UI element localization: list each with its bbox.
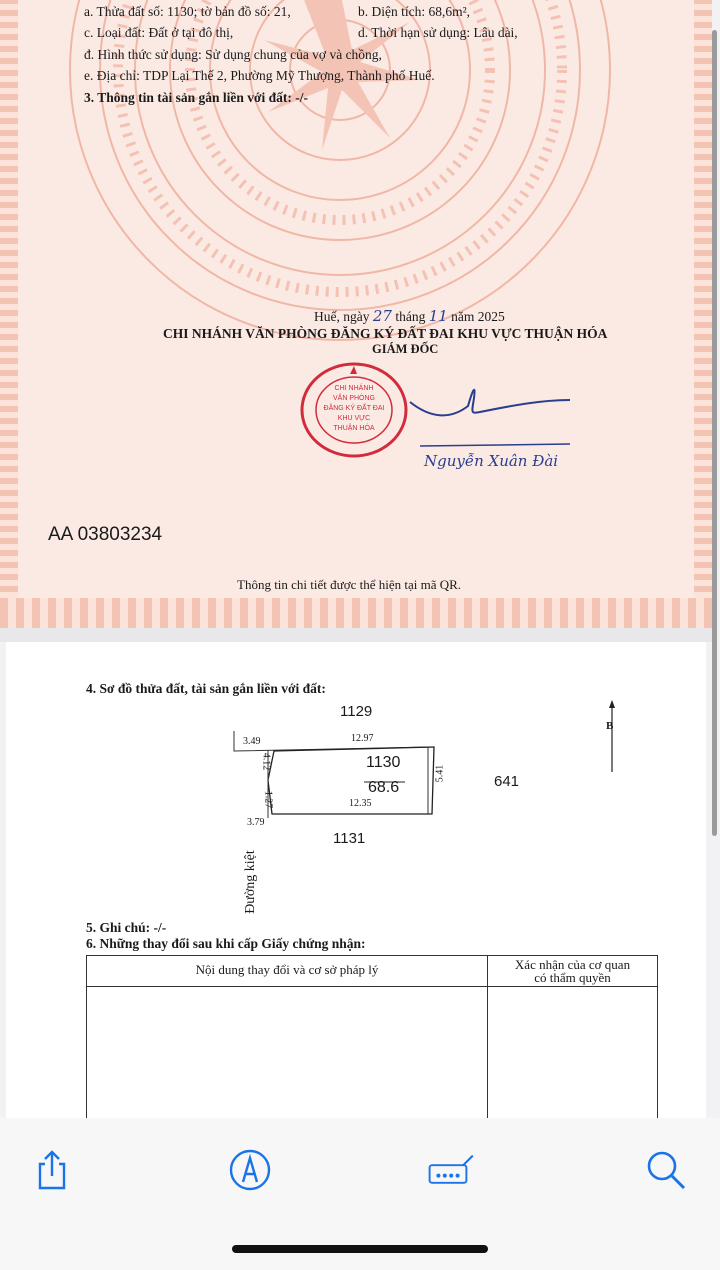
svg-text:KHU VỰC: KHU VỰC — [337, 415, 371, 422]
area-line: b. Diện tích: 68,6m², — [358, 4, 471, 19]
markup-button[interactable] — [226, 1146, 274, 1194]
scrollbar[interactable] — [712, 30, 717, 836]
search-button[interactable] — [642, 1146, 690, 1194]
duration-line: d. Thời hạn sử dụng: Lâu dài, — [358, 25, 518, 40]
certificate-page-2 — [6, 642, 706, 1118]
parcel-area: 68.6 — [368, 779, 400, 796]
search-icon — [644, 1148, 688, 1192]
home-indicator[interactable] — [232, 1245, 488, 1253]
dim-bottom: 12.35 — [349, 798, 372, 809]
dim-left-lower: 1.27 — [262, 790, 274, 809]
signer-name: Nguyễn Xuân Đài — [424, 452, 559, 470]
dim-right: 5.41 — [434, 764, 446, 783]
section-4-heading: 4. Sơ đồ thửa đất, tài sản gắn liền với đất: — [86, 681, 326, 696]
issuing-office: CHI NHÁNH VĂN PHÒNG ĐĂNG KÝ ĐẤT ĐAI KHU VỰC THUẬN HÓA — [163, 326, 608, 341]
section-5-notes: 5. Ghi chú: -/- — [86, 920, 167, 935]
east-parcel-label: 641 — [494, 773, 520, 790]
dim-bottom-left: 3.79 — [247, 817, 265, 828]
confirm-header-line1: Xác nhận của cơ quan — [514, 957, 631, 972]
svg-text:THUẬN HÓA: THUẬN HÓA — [333, 425, 375, 432]
certificate-page-1 — [0, 0, 712, 628]
changes-table — [86, 955, 658, 1118]
director-title: GIÁM ĐỐC — [372, 342, 439, 356]
section-6-heading: 6. Những thay đổi sau khi cấp Giấy chứng nhận: — [86, 936, 366, 951]
dim-top-left: 3.49 — [243, 736, 261, 747]
signature — [380, 372, 580, 452]
north-parcel-label: 1129 — [340, 703, 373, 720]
more-tools-button[interactable] — [428, 1146, 476, 1194]
dim-top: 12.97 — [351, 733, 374, 744]
north-arrow-label: B — [606, 720, 614, 732]
parcel-number-line: a. Thửa đất số: 1130; tờ bản đồ số: 21, — [84, 4, 291, 19]
table-header-content: Nội dung thay đổi và cơ sở pháp lý — [87, 956, 488, 987]
table-header-row — [87, 956, 658, 987]
land-type-line: c. Loại đất: Đất ở tại đô thị, — [84, 25, 234, 40]
dim-left-upper: 4.12 — [260, 752, 272, 771]
page-divider — [0, 628, 712, 642]
parcel-sketch — [6, 642, 706, 942]
confirm-header-line2: có thẩm quyền — [534, 970, 611, 985]
more-icon — [428, 1148, 476, 1192]
parcel-number: 1130 — [366, 754, 401, 771]
certificate-serial: AA 03803234 — [48, 524, 163, 545]
south-parcel-label: 1131 — [333, 830, 366, 847]
section-3-heading: 3. Thông tin tài sản gắn liền với đất: -/- — [84, 90, 309, 105]
address-line: e. Địa chỉ: TDP Lại Thế 2, Phường Mỹ Thượng, Thành phố Huế. — [84, 68, 435, 83]
table-header-confirmation — [488, 956, 658, 987]
share-button[interactable] — [28, 1146, 76, 1194]
road-label: Đường kiệt — [242, 850, 258, 914]
svg-text:CHI NHÁNH: CHI NHÁNH — [334, 385, 374, 392]
issue-date: Huế, ngày 27 tháng 11 năm 2025 — [314, 307, 505, 325]
table-row — [87, 987, 658, 1119]
table-cell-confirmation — [488, 987, 658, 1119]
svg-text:VĂN PHÒNG: VĂN PHÒNG — [332, 395, 376, 402]
markup-icon — [228, 1148, 272, 1192]
svg-text:ĐĂNG KÝ ĐẤT ĐAI: ĐĂNG KÝ ĐẤT ĐAI — [323, 405, 385, 412]
share-icon — [32, 1148, 72, 1192]
qr-note: Thông tin chi tiết được thể hiện tại mã QR. — [237, 577, 462, 592]
table-cell-content — [87, 987, 488, 1119]
usage-form-line: đ. Hình thức sử dụng: Sử dụng chung của vợ và chồng, — [84, 47, 382, 62]
